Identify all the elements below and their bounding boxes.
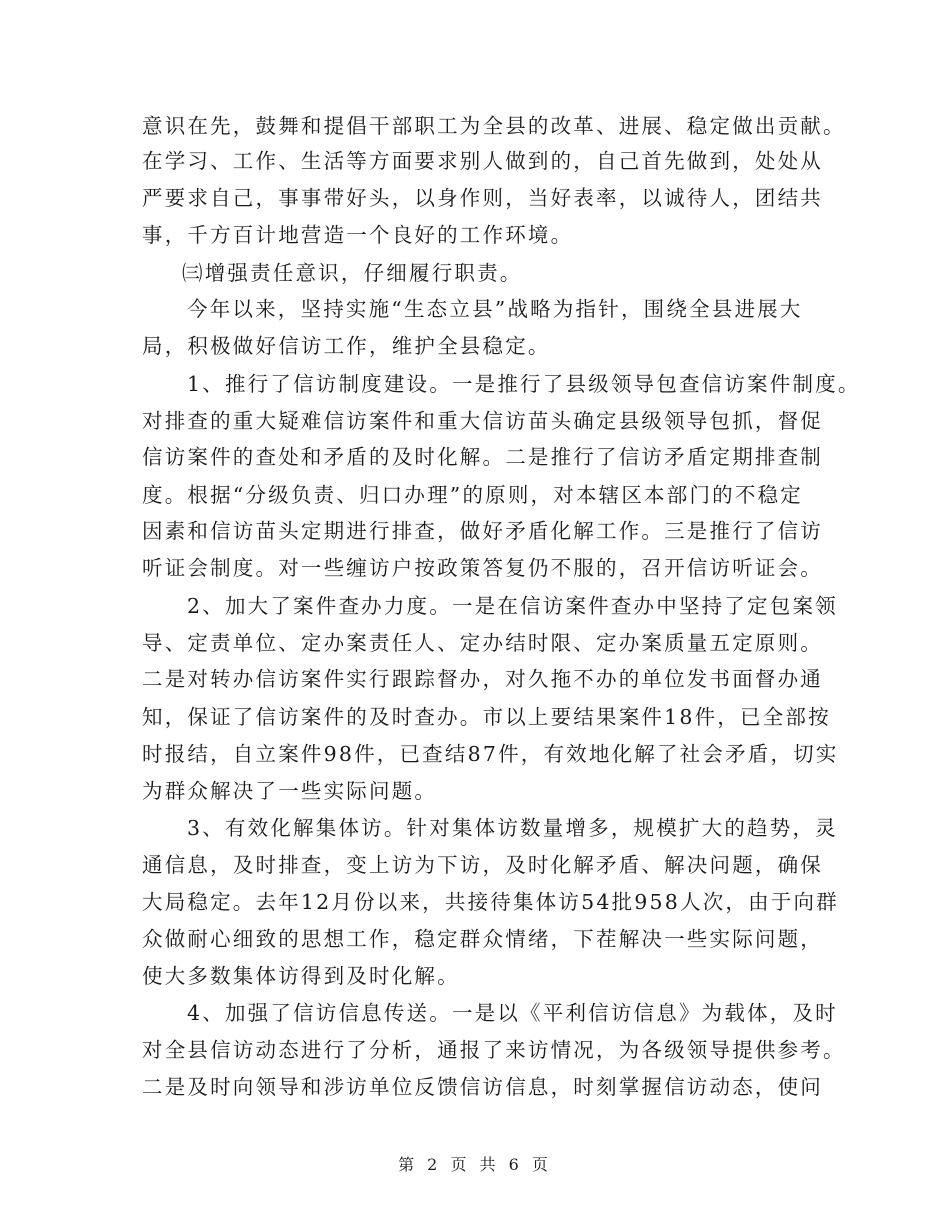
text-line: 大局稳定。去年12月份以来，共接待集体访54批958人次，由于向群 [142, 890, 839, 914]
text-line: 二是对转办信访案件实行跟踪督办，对久拖不办的单位发书面督办通 [142, 667, 823, 691]
text-line: 意识在先，鼓舞和提倡干部职工为全县的改革、进展、稳定做出贡献。 [142, 114, 846, 138]
text-line: 4、加强了信访信息传送。一是以《平利信访信息》为载体，及时 [187, 1001, 838, 1025]
text-line: 二是及时向领导和涉访单位反馈信访信息，时刻掌握信访动态，使问 [142, 1075, 823, 1099]
text-line: 今年以来，坚持实施“生态立县”战略为指针，围绕全县进展大 [187, 297, 803, 321]
text-line: 局，积极做好信访工作，维护全县稳定。 [142, 334, 551, 358]
text-line: 对排查的重大疑难信访案件和重大信访苗头确定县级领导包抓，督促 [142, 409, 823, 433]
section-heading: ㈢增强责任意识，仔细履行职责。 [182, 261, 523, 285]
text-line: 事，千方百计地营造一个良好的工作环境。 [142, 223, 574, 247]
text-line: 时报结，自立案件98件，已查结87件，有效地化解了社会矛盾，切实 [142, 742, 839, 766]
text-line: 度。根据“分级负责、归口办理”的原则，对本辖区本部门的不稳定 [142, 483, 803, 507]
text-line: 导、定责单位、定办案责任人、定办结时限、定办案质量五定原则。 [142, 631, 823, 655]
text-line: 1、推行了信访制度建设。一是推行了县级领导包查信访案件制度。 [187, 372, 861, 396]
text-line: 因素和信访苗头定期进行排查，做好矛盾化解工作。三是推行了信访 [142, 519, 823, 543]
text-line: 听证会制度。对一些缠访户按政策答复仍不服的，召开信访听证会。 [142, 556, 823, 580]
text-line: 为群众解决了一些实际问题。 [142, 779, 438, 803]
text-line: 众做耐心细致的思想工作，稳定群众情绪，下茬解决一些实际问题， [142, 927, 823, 951]
text-line: 知，保证了信访案件的及时查办。市以上要结果案件18件，已全部按 [142, 705, 831, 729]
text-line: 在学习、工作、生活等方面要求别人做到的，自己首先做到，处处从 [142, 149, 823, 173]
text-line: 使大多数集体访得到及时化解。 [142, 964, 460, 988]
text-line: 3、有效化解集体访。针对集体访数量增多，规模扩大的趋势，灵 [187, 816, 838, 840]
text-line: 通信息，及时排查，变上访为下访，及时化解矛盾、解决问题，确保 [142, 853, 823, 877]
text-line: 严要求自己，事事带好头，以身作则，当好表率，以诚待人，团结共 [142, 186, 823, 210]
text-line: 信访案件的查处和矛盾的及时化解。二是推行了信访矛盾定期排查制 [142, 445, 823, 469]
page-number-footer: 第 2 页 共 6 页 [398, 1155, 552, 1174]
text-line: 2、加大了案件查办力度。一是在信访案件查办中坚持了定包案领 [187, 594, 838, 618]
text-line: 对全县信访动态进行了分析，通报了来访情况，为各级领导提供参考。 [142, 1038, 846, 1062]
